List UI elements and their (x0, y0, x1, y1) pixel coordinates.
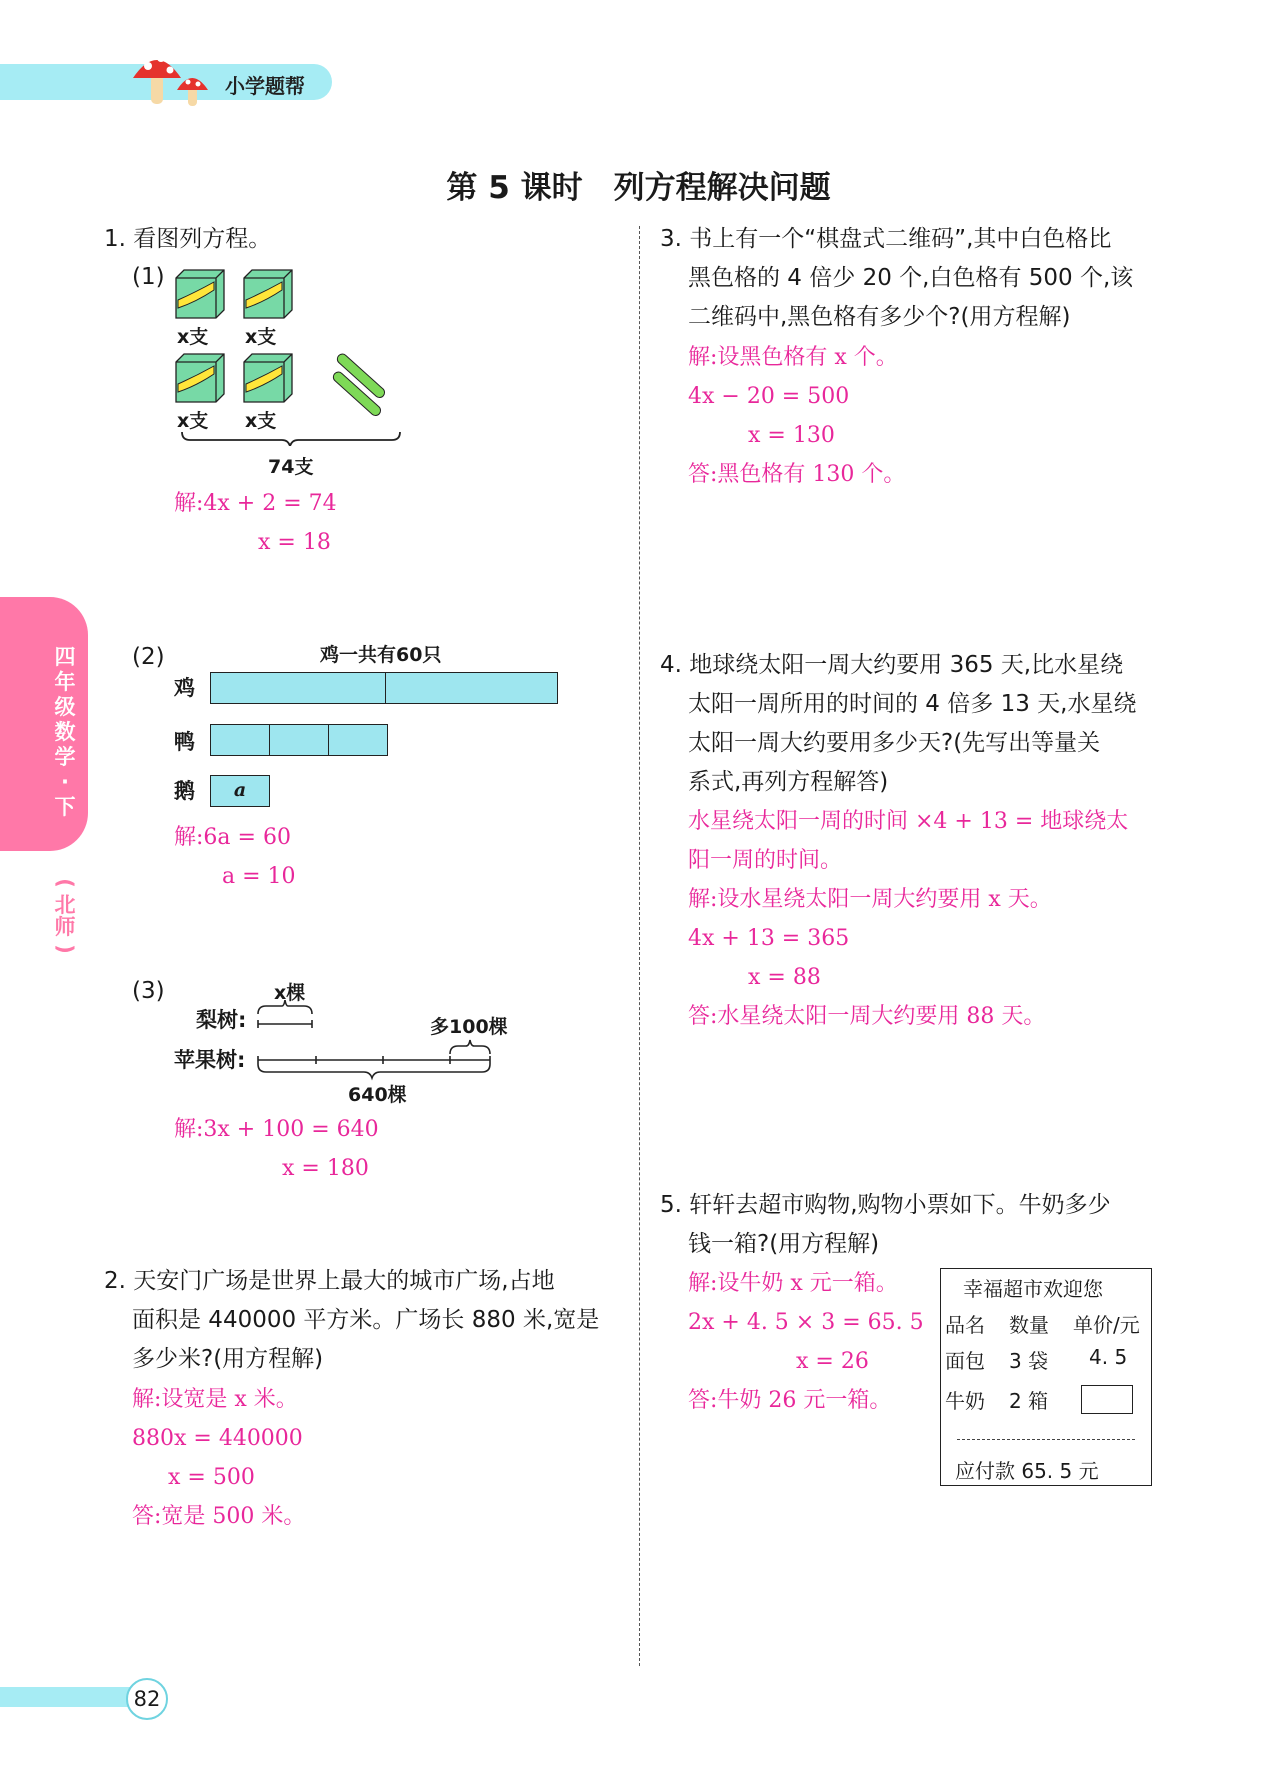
pencil-icon (331, 352, 386, 418)
q1-p2-answer: 解:6a = 60 (174, 825, 291, 850)
q1-title: 1. 看图列方程。 (104, 226, 272, 252)
q1-p1-total: 74支 (268, 456, 314, 478)
receipt-header: 数量 (1009, 1313, 1049, 1337)
q4-answer: 答:水星绕太阳一周大约要用 88 天。 (688, 1004, 1046, 1029)
q1-p1-answer: x = 18 (258, 530, 331, 555)
receipt-cell: 2 箱 (1009, 1389, 1049, 1413)
q1-p1-box-label: x支 (177, 410, 209, 432)
receipt-header: 单价/元 (1073, 1313, 1140, 1337)
q1-p2-answer: a = 10 (222, 864, 296, 889)
q4-answer: 解:设水星绕太阳一周大约要用 x 天。 (688, 887, 1052, 912)
q2-answer: 答:宽是 500 米。 (132, 1504, 306, 1529)
q3-text: 3. 书上有一个“棋盘式二维码”,其中白色格比 黑色格的 4 倍少 20 个,白色格有 500 个,该 二维码中,黑色格有多少个?(用方程解) (660, 226, 1134, 330)
q2-answer: x = 500 (168, 1465, 255, 1490)
q5-answer: 解:设牛奶 x 元一箱。 (688, 1271, 898, 1296)
q1-p2-row-label: 鸭 (174, 730, 195, 754)
q1-p2-label: (2) (132, 644, 165, 670)
q3-answer: 解:设黑色格有 x 个。 (688, 345, 898, 370)
pencil-box-icon (244, 354, 292, 402)
q3-answer: 答:黑色格有 130 个。 (688, 462, 906, 487)
q1-p3-diagram (254, 1000, 494, 1088)
q5-answer: x = 26 (796, 1349, 869, 1374)
q1-p2-row-label: 鸡 (174, 676, 195, 700)
receipt-divider (957, 1439, 1135, 1440)
goose-var: a (233, 779, 247, 801)
q1-p3-var: x棵 (274, 982, 306, 1004)
q1-p3-label: (3) (132, 978, 165, 1004)
column-divider (639, 226, 640, 1666)
q1-p1-box-label: x支 (245, 410, 277, 432)
mushroom-logo-icon (128, 44, 224, 116)
pencil-box-icon (176, 270, 224, 318)
receipt-blank-box (1081, 1385, 1133, 1414)
q1-p3-more: 多100棵 (430, 1016, 508, 1038)
receipt (940, 1268, 1152, 1486)
pencil-box-icon (244, 270, 292, 318)
q4-answer: 水星绕太阳一周的时间 ×4 + 13 = 地球绕太 (688, 809, 1129, 834)
q2-text: 2. 天安门广场是世界上最大的城市广场,占地 面积是 440000 平方米。广场长 880 米,宽是 多少米?(用方程解) (104, 1268, 600, 1372)
page-title: 第 5 课时 列方程解决问题 (446, 170, 831, 206)
q4-answer: 4x + 13 = 365 (688, 926, 850, 951)
side-tab-edition: ( 北 师 ) (53, 878, 77, 954)
receipt-cell: 4. 5 (1089, 1345, 1128, 1369)
q4-answer: x = 88 (748, 965, 821, 990)
q1-p3-total: 640棵 (348, 1084, 407, 1106)
q5-answer: 2x + 4. 5 × 3 = 65. 5 (688, 1310, 924, 1335)
brand-name: 小学题帮 (225, 74, 305, 98)
q1-p1-box-label: x支 (177, 326, 209, 348)
q1-p3-answer: 解:3x + 100 = 640 (174, 1117, 379, 1142)
duck-bar (210, 724, 388, 756)
footer-bar (0, 1687, 140, 1707)
q5-text: 5. 轩轩去超市购物,购物小票如下。牛奶多少 钱一箱?(用方程解) (660, 1192, 1111, 1257)
q1-p1-box-label: x支 (245, 326, 277, 348)
q1-p3-answer: x = 180 (282, 1156, 369, 1181)
q1-p2-total: 鸡一共有60只 (320, 644, 442, 666)
receipt-title: 幸福超市欢迎您 (963, 1277, 1103, 1301)
q1-p2-row-label: 鹅 (174, 779, 195, 803)
q1-p1-answer: 解:4x + 2 = 74 (174, 491, 337, 516)
receipt-cell: 3 袋 (1009, 1349, 1049, 1373)
q3-answer: x = 130 (748, 423, 835, 448)
receipt-cell: 牛奶 (945, 1389, 985, 1413)
q2-answer: 解:设宽是 x 米。 (132, 1387, 298, 1412)
chicken-bar (210, 672, 558, 704)
q1-p1-label: (1) (132, 264, 165, 290)
side-tab-grade: 四 年 级 数 学 · 下 (54, 645, 76, 819)
pencil-box-icon (176, 354, 224, 402)
receipt-header: 品名 (945, 1313, 985, 1337)
q3-answer: 4x − 20 = 500 (688, 384, 850, 409)
q2-answer: 880x = 440000 (132, 1426, 303, 1451)
q1-p3-pear: 梨树: (196, 1008, 247, 1032)
q4-text: 4. 地球绕太阳一周大约要用 365 天,比水星绕 太阳一周所用的时间的 4 倍多 13 天,水星绕 太阳一周大约要用多少天?(先写出等量关 系式,再列方程解答) (660, 652, 1137, 795)
receipt-cell: 面包 (945, 1349, 985, 1373)
q4-answer: 阳一周的时间。 (688, 848, 843, 873)
goose-bar (210, 775, 270, 807)
q5-answer: 答:牛奶 26 元一箱。 (688, 1388, 892, 1413)
receipt-total: 应付款 65. 5 元 (955, 1459, 1099, 1483)
q1-p3-apple: 苹果树: (174, 1048, 246, 1072)
page-number: 82 (126, 1678, 168, 1720)
